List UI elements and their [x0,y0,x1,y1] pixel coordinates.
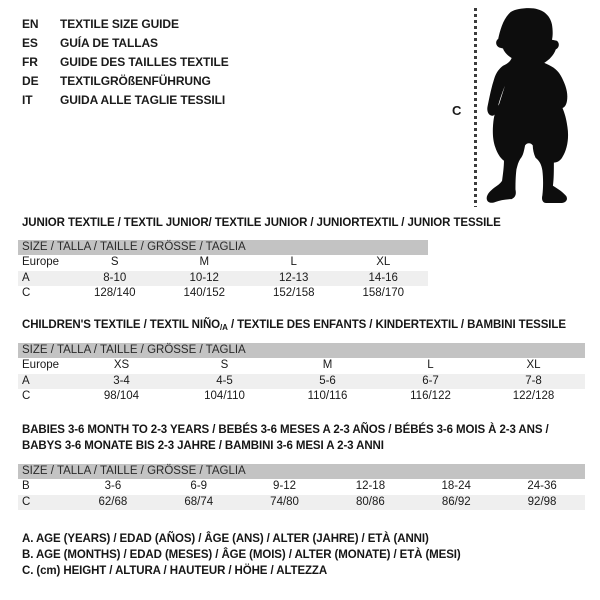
section-title-junior [22,216,501,232]
section-title-babies-line2: BABYS 3-6 MONATE BIS 2-3 JAHRE / BAMBINI 3-6 MESI A 2-3 ANNI [22,439,384,452]
section-title-children [22,318,566,336]
table-row-height [18,286,428,302]
size-cell: XS [113,359,130,371]
height-cell: 92/98 [527,495,557,508]
age-cell: 8-10 [103,271,127,284]
size-cell: S [110,256,119,268]
language-code: IT [22,93,33,107]
months-cell: 24-36 [527,480,557,492]
babies-size-table [18,464,585,510]
size-cell: XL [376,256,391,268]
language-title-list [22,15,229,110]
months-cell: 18-24 [441,480,471,492]
table-row-europe [18,255,428,271]
height-cell: 128/140 [93,287,136,299]
age-cell: 4-5 [216,374,233,387]
section-title-babies-line1: BABIES 3-6 MONTH TO 2-3 YEARS / BEBÉS 3-6 MESES A 2-3 AÑOS / BÉBÉS 3-6 MOIS À 2-3 ANS / [22,424,549,436]
age-cell: 14-16 [368,271,398,284]
row-label: A [22,271,30,284]
age-cell: 6-7 [422,374,439,387]
size-table-header: SIZE / TALLA / TAILLE / GRÖSSE / TAGLIA [18,464,585,479]
row-label: B [22,480,30,492]
language-code: EN [22,17,39,31]
table-row-europe [18,358,585,374]
height-cell: 116/122 [410,390,451,402]
height-cell: 152/158 [272,287,315,299]
months-cell: 3-6 [104,480,122,492]
size-table-header: SIZE / TALLA / TAILLE / GRÖSSE / TAGLIA [18,240,428,255]
height-cell: 110/116 [307,390,348,402]
row-label: A [22,374,30,387]
guide-title-en: TEXTILE SIZE GUIDE [60,17,179,31]
row-label: C [22,390,31,402]
height-measure-dashed-line [474,8,477,207]
height-cell: 104/110 [204,390,245,402]
measurement-legend [22,531,461,580]
language-code: DE [22,74,39,88]
height-cell: 68/74 [184,495,214,508]
size-cell: S [220,359,229,371]
row-label: Europe [22,256,60,268]
age-cell: 12-13 [279,271,309,284]
table-row-age [18,374,585,390]
section-title-babies [22,423,549,454]
section-title-children-post: / TEXTILE DES ENFANTS / KINDERTEXTIL / BAMBINI TESSILE [227,319,566,331]
height-cell: 80/86 [356,495,385,508]
row-label: Europe [22,359,60,371]
height-cell: 74/80 [270,495,299,508]
size-cell: M [322,359,333,371]
height-cell: 140/152 [183,287,226,299]
height-cell: 158/170 [362,287,405,299]
guide-title-es: GUÍA DE TALLAS [60,36,158,50]
table-row-age [18,271,428,287]
size-cell: XL [526,359,541,371]
legend-line-a: A. AGE (YEARS) / EDAD (AÑOS) / ÂGE (ANS) / ALTER (JAHRE) / ETÀ (ANNI) [22,533,429,545]
table-row-months [18,479,585,495]
height-cell: 62/68 [98,495,128,508]
size-cell: M [199,256,210,268]
section-title-junior-text: JUNIOR TEXTILE / TEXTIL JUNIOR/ TEXTILE JUNIOR / JUNIORTEXTIL / JUNIOR TESSILE [22,217,501,229]
junior-size-table [18,240,428,302]
language-code: FR [22,55,38,69]
section-title-children-sub: /A [220,323,228,332]
height-cell: 122/128 [512,390,555,402]
language-code: ES [22,36,38,50]
legend-line-c: C. (cm) HEIGHT / ALTURA / HAUTEUR / HÖHE / ALTEZZA [22,565,328,578]
baby-silhouette [479,5,575,209]
table-row-height [18,389,585,405]
months-cell: 12-18 [355,480,386,492]
months-cell: 9-12 [273,480,297,492]
height-measure-label: C [452,103,462,118]
size-cell: L [427,359,434,371]
age-cell: 10-12 [189,271,219,284]
children-size-table [18,343,585,405]
height-cell: 86/92 [441,495,471,508]
age-cell: 3-4 [113,374,130,387]
row-label: C [22,287,31,299]
age-cell: 7-8 [525,374,542,387]
language-row-it [22,91,229,110]
row-label: C [22,495,31,508]
table-row-height [18,495,585,511]
guide-title-it: GUIDA ALLE TAGLIE TESSILI [60,93,226,107]
language-row-fr [22,53,229,72]
language-row-de [22,72,229,91]
guide-title-fr: GUIDE DES TAILLES TEXTILE [60,55,229,69]
months-cell: 6-9 [190,480,208,492]
size-table-header: SIZE / TALLA / TAILLE / GRÖSSE / TAGLIA [18,343,585,358]
language-row-en [22,15,229,34]
guide-title-de: TEXTILGRÖßENFÜHRUNG [60,74,211,88]
height-cell: 98/104 [103,390,140,402]
section-title-children-pre: CHILDREN'S TEXTILE / TEXTIL NIÑO [22,319,221,331]
size-cell: L [290,256,297,268]
legend-line-b: B. AGE (MONTHS) / EDAD (MESES) / ÂGE (MOIS) / ALTER (MONATE) / ETÀ (MESI) [22,549,461,562]
age-cell: 5-6 [319,374,336,387]
language-row-es [22,34,229,53]
